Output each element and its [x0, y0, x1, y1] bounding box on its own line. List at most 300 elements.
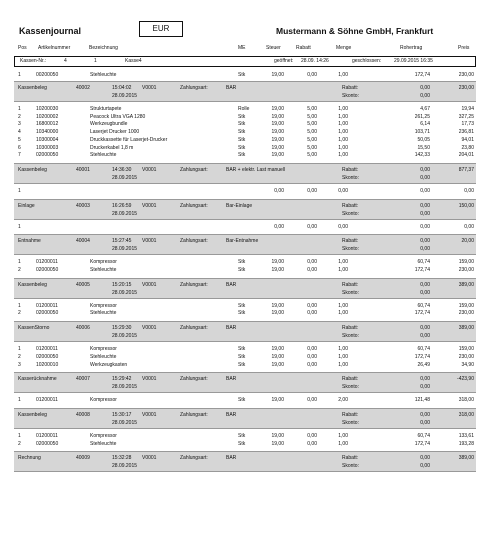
section-total: 230,00	[458, 85, 474, 91]
cell-art: 10200010	[36, 361, 59, 368]
section-total: 389,00	[458, 325, 474, 332]
rabatt-label: Rabatt:	[342, 455, 359, 462]
cell-rohertrag: 6,14	[420, 121, 430, 128]
currency-label: EUR	[152, 24, 170, 33]
section-number: 40004	[76, 238, 90, 245]
cell-bez: Stehleuchte	[90, 267, 117, 273]
cell-rohertrag: 0,00	[420, 223, 430, 230]
section-header-row	[14, 412, 476, 419]
cell-preis: 159,00	[458, 302, 474, 309]
cell-preis: 19,94	[461, 106, 474, 112]
section-number: 40007	[76, 376, 90, 383]
cell-steuer: 19,00	[271, 397, 284, 404]
cell-rabatt: 5,00	[307, 106, 317, 112]
cell-preis: 204,01	[458, 152, 474, 159]
cell-rohertrag: 60,74	[417, 432, 430, 439]
cell-art: 01200011	[36, 432, 58, 439]
section-rohertrag: 0,00	[420, 238, 430, 245]
section-total: -423,90	[457, 376, 474, 383]
section-time: 15:29:30	[112, 325, 132, 332]
cell-bez: Kompressor	[90, 302, 117, 309]
register-row	[14, 58, 476, 65]
zahlungsart-label: Zahlungsart:	[180, 238, 208, 245]
cell-rohertrag: 261,25	[414, 113, 430, 120]
geschlossen-label: geschlossen:	[352, 58, 382, 64]
section-time: 15:20:15	[112, 281, 132, 288]
cell-steuer: 19,00	[271, 121, 284, 128]
cell-rohertrag: 172,74	[414, 72, 430, 78]
section-rohertrag: 0,00	[420, 325, 430, 332]
cell-bez: Stehleuchte	[90, 353, 117, 360]
col-steuer: Steuer	[266, 45, 281, 51]
kassen-nr: 4	[64, 58, 67, 64]
cell-rabatt: 0,00	[307, 432, 317, 439]
cell-art: 10340000	[36, 129, 59, 136]
cell-rohertrag: 60,74	[417, 259, 430, 266]
cell-menge: 2,00	[338, 397, 348, 404]
cell-steuer: 19,00	[271, 361, 284, 368]
cell-pos: 7	[18, 152, 21, 159]
cell-bez: Stehleuchte	[90, 72, 117, 78]
cell-me: Stk	[238, 397, 246, 404]
cell-pos: 2	[18, 353, 21, 360]
cell-pos: 3	[18, 121, 21, 128]
cell-art: 01200011	[36, 346, 58, 353]
section-total: 389,00	[458, 281, 474, 288]
cell-steuer: 19,00	[271, 432, 284, 439]
cell-pos: 1	[18, 259, 21, 266]
col-me: ME	[238, 45, 246, 51]
zahlungsart-label: Zahlungsart:	[180, 455, 208, 462]
table-row	[14, 72, 476, 79]
skonto-label: Skonto:	[342, 246, 359, 253]
section-header-row-2	[14, 384, 476, 391]
section-date: 28.09.2015	[112, 384, 138, 391]
cell-rohertrag: 172,74	[414, 440, 430, 447]
col-preis: Preis	[458, 45, 470, 51]
cell-preis: 193,28	[458, 440, 474, 447]
cell-menge: 0,00	[338, 187, 348, 194]
cell-pos: 5	[18, 136, 21, 143]
skonto-label: Skonto:	[342, 333, 359, 340]
cell-pos: 1	[18, 72, 21, 78]
zahlungsart-value: BAR	[226, 85, 237, 91]
section-date: 28.09.2015	[112, 93, 138, 99]
rabatt-label: Rabatt:	[342, 85, 359, 91]
table-row	[14, 362, 476, 369]
table-row	[14, 152, 476, 159]
cell-me: Stk	[238, 353, 246, 360]
cell-steuer: 0,00	[274, 187, 284, 194]
section-type: Rechnung	[18, 455, 41, 462]
section-header-row-2	[14, 333, 476, 340]
zahlungsart-value: BAR	[226, 376, 237, 383]
section-date: 28.09.2015	[112, 333, 138, 340]
section-time: 15:29:42	[112, 376, 132, 383]
section-header-row-2	[14, 246, 476, 253]
rabatt-label: Rabatt:	[342, 325, 359, 332]
cell-art: 02000050	[36, 310, 59, 317]
cell-preis: 0,00	[464, 223, 474, 230]
section-time: 15:32:28	[112, 455, 132, 462]
section-type: Kassenbeleg	[18, 85, 47, 91]
cell-rabatt: 5,00	[307, 144, 317, 151]
rabatt-label: Rabatt:	[342, 238, 359, 245]
cell-pos: 1	[18, 106, 21, 112]
table-row	[14, 188, 476, 195]
cell-menge: 1,00	[338, 302, 348, 309]
cell-steuer: 19,00	[271, 106, 284, 112]
cell-me: Stk	[238, 259, 246, 266]
section-date: 28.09.2015	[112, 174, 138, 181]
cell-steuer: 19,00	[271, 136, 284, 143]
cell-bez: Druckerkabel 1,8 m	[90, 144, 134, 151]
table-row	[14, 224, 476, 231]
section-header-row	[14, 238, 476, 245]
cell-me: Stk	[238, 152, 246, 159]
cell-bez: Stehleuchte	[90, 440, 117, 447]
section-rabatt: 0,00	[420, 333, 430, 340]
section-number: 40006	[76, 325, 90, 332]
cell-art: 02000050	[36, 440, 59, 447]
section-date: 28.09.2015	[112, 246, 138, 253]
cell-rabatt: 5,00	[307, 152, 317, 159]
kasse-name: Kasse4	[125, 58, 142, 64]
cell-steuer: 19,00	[271, 310, 284, 317]
section-total: 20,00	[461, 238, 474, 245]
cell-rohertrag: 60,74	[417, 346, 430, 353]
section-type: KassenStorno	[18, 325, 50, 332]
skonto-label: Skonto:	[342, 210, 359, 217]
section-time: 15:30:17	[112, 411, 132, 418]
table-row	[14, 267, 476, 274]
cell-steuer: 19,00	[271, 113, 284, 120]
cell-rabatt: 0,00	[307, 361, 317, 368]
table-row	[14, 433, 476, 440]
section-header-row-2	[14, 420, 476, 427]
cell-steuer: 19,00	[271, 152, 284, 159]
cell-menge: 1,00	[338, 346, 348, 353]
cell-bez: Kompressor	[90, 397, 117, 404]
cell-me: Stk	[238, 72, 246, 78]
cell-steuer: 19,00	[271, 353, 284, 360]
cell-rabatt: 5,00	[307, 113, 317, 120]
cell-me: Stk	[238, 310, 246, 317]
table-row	[14, 303, 476, 310]
zahlungsart-label: Zahlungsart:	[180, 325, 208, 332]
cell-steuer: 19,00	[271, 440, 284, 447]
cell-rohertrag: 50,05	[417, 136, 430, 143]
cell-menge: 1,00	[338, 136, 348, 143]
cell-art: 01200011	[36, 302, 58, 309]
skonto-label: Skonto:	[342, 174, 359, 181]
cell-menge: 1,00	[338, 353, 348, 360]
cell-bez: Strukturtapete	[90, 106, 122, 112]
cell-rohertrag: 15,50	[417, 144, 430, 151]
col-rohertrag: Rohertrag	[400, 45, 423, 51]
cell-rohertrag: 0,00	[420, 187, 430, 194]
cell-menge: 1,00	[338, 113, 348, 120]
cell-rabatt: 0,00	[307, 187, 317, 194]
section-user: V0001	[142, 238, 157, 245]
section-rohertrag: 0,00	[420, 85, 430, 91]
cell-menge: 1,00	[338, 310, 348, 317]
col-rabatt: Rabatt	[296, 45, 311, 51]
cell-bez: Stehleuchte	[90, 310, 117, 317]
cell-preis: 159,00	[458, 259, 474, 266]
table-row	[14, 354, 476, 361]
zahlungsart-value: Bar-Einlage	[226, 202, 253, 209]
cell-bez: Kompressor	[90, 259, 117, 266]
section-header-row-2	[14, 290, 476, 297]
cell-bez: Laserjet Drucker 1000	[90, 129, 140, 136]
section-type: Entnahme	[18, 238, 41, 245]
cell-pos: 6	[18, 144, 21, 151]
section-rabatt: 0,00	[420, 289, 430, 296]
cell-preis: 318,00	[458, 397, 474, 404]
section-time: 14:36:30	[112, 166, 132, 173]
skonto-label: Skonto:	[342, 93, 359, 99]
kassen-nr-label: Kassen-Nr.:	[20, 58, 47, 64]
skonto-label: Skonto:	[342, 419, 359, 426]
cell-rabatt: 0,00	[307, 259, 317, 266]
skonto-label: Skonto:	[342, 463, 359, 470]
cell-rabatt: 0,00	[307, 397, 317, 404]
cell-pos: 1	[18, 397, 21, 404]
cell-menge: 1,00	[338, 121, 348, 128]
section-rabatt: 0,00	[420, 174, 430, 181]
cell-rabatt: 0,00	[307, 353, 317, 360]
section-number: 40002	[76, 85, 90, 91]
section-header-row-2	[14, 211, 476, 218]
cell-pos: 2	[18, 113, 21, 120]
table-row	[14, 145, 476, 152]
rabatt-label: Rabatt:	[342, 281, 359, 288]
geoeffnet-value: 28.09. 14:26	[301, 58, 329, 64]
section-total: 318,00	[458, 411, 474, 418]
cell-preis: 34,90	[461, 361, 474, 368]
section-user: V0001	[142, 166, 157, 173]
cell-bez: Kompressor	[90, 432, 117, 439]
cell-preis: 94,01	[461, 136, 474, 143]
cell-rohertrag: 172,74	[414, 310, 430, 317]
cell-preis: 230,00	[458, 72, 474, 78]
cell-preis: 159,00	[458, 346, 474, 353]
cell-menge: 1,00	[338, 432, 348, 439]
section-user: V0001	[142, 281, 157, 288]
cell-art: 10300004	[36, 136, 59, 143]
cell-rabatt: 0,00	[307, 310, 317, 317]
cell-me: Stk	[238, 136, 246, 143]
cell-art: 02000050	[36, 152, 59, 159]
cell-art: 01200011	[36, 397, 58, 404]
skonto-label: Skonto:	[342, 289, 359, 296]
section-header-row-2	[14, 93, 476, 100]
section-rabatt: 0,00	[420, 463, 430, 470]
cell-preis: 230,00	[458, 353, 474, 360]
cell-art: 00200050	[36, 72, 59, 78]
section-header-row	[14, 282, 476, 289]
cell-art: 10200002	[36, 113, 59, 120]
cell-menge: 0,00	[338, 223, 348, 230]
cell-steuer: 19,00	[271, 129, 284, 136]
cell-art: 02000050	[36, 267, 59, 273]
section-type: Einlage	[18, 202, 35, 209]
cell-menge: 1,00	[338, 361, 348, 368]
rabatt-label: Rabatt:	[342, 411, 359, 418]
cell-me: Stk	[238, 113, 246, 120]
cell-preis: 236,81	[458, 129, 474, 136]
cell-pos: 2	[18, 310, 21, 317]
cell-pos: 2	[18, 267, 21, 273]
cell-menge: 1,00	[338, 440, 348, 447]
section-type: Kasserücknahme	[18, 376, 57, 383]
geschlossen-value: 29.09.2015 16:35	[394, 58, 433, 64]
cell-steuer: 19,00	[271, 144, 284, 151]
section-rohertrag: 0,00	[420, 281, 430, 288]
cell-me: Stk	[238, 121, 246, 128]
cell-art: 02000050	[36, 353, 59, 360]
cell-rohertrag: 60,74	[417, 302, 430, 309]
table-row	[14, 106, 476, 113]
section-number: 40005	[76, 281, 90, 288]
cell-rabatt: 0,00	[307, 346, 317, 353]
section-user: V0001	[142, 411, 157, 418]
cell-rabatt: 0,00	[307, 267, 317, 273]
cell-rabatt: 5,00	[307, 129, 317, 136]
zahlungsart-label: Zahlungsart:	[180, 166, 208, 173]
cell-bez: Stehleuchte	[90, 152, 117, 159]
skonto-label: Skonto:	[342, 384, 359, 391]
cell-art: 10300003	[36, 144, 59, 151]
section-total: 389,00	[458, 455, 474, 462]
section-date: 28.09.2015	[112, 463, 138, 470]
zahlungsart-value: BAR	[226, 411, 237, 418]
section-time: 15:27:45	[112, 238, 132, 245]
zahlungsart-label: Zahlungsart:	[180, 376, 208, 383]
section-time: 16:26:59	[112, 202, 132, 209]
cell-steuer: 19,00	[271, 267, 284, 273]
section-header-row-2	[14, 463, 476, 470]
zahlungsart-value: BAR	[226, 325, 237, 332]
cell-rohertrag: 172,74	[414, 267, 430, 273]
section-header-row	[14, 325, 476, 332]
col-bezeichnung: Bezeichnung	[89, 45, 118, 51]
section-total: 877,37	[458, 166, 474, 173]
section-header-row-2	[14, 175, 476, 182]
section-user: V0001	[142, 376, 157, 383]
col-pos: Pos	[18, 45, 27, 51]
cell-me: Stk	[238, 144, 246, 151]
cell-me: Stk	[238, 302, 246, 309]
col-menge: Menge	[336, 45, 352, 51]
cell-rabatt: 5,00	[307, 121, 317, 128]
table-row	[14, 137, 476, 144]
column-header-row	[14, 45, 476, 52]
table-row	[14, 121, 476, 128]
section-total: 150,00	[458, 202, 474, 209]
cell-preis: 23,80	[461, 144, 474, 151]
cell-pos: 2	[18, 440, 21, 447]
zahlungsart-label: Zahlungsart:	[180, 281, 208, 288]
section-header-row	[14, 203, 476, 210]
cell-art: 10200030	[36, 106, 59, 112]
section-user: V0001	[142, 455, 157, 462]
cell-bez: Kompressor	[90, 346, 117, 353]
cell-rohertrag: 26,49	[417, 361, 430, 368]
cell-menge: 1,00	[338, 144, 348, 151]
cell-me: Stk	[238, 440, 246, 447]
zahlungsart-label: Zahlungsart:	[180, 85, 208, 91]
cell-preis: 17,73	[461, 121, 474, 128]
section-rohertrag: 0,00	[420, 202, 430, 209]
cell-menge: 1,00	[338, 129, 348, 136]
cell-preis: 230,00	[458, 267, 474, 273]
zahlungsart-value: Bar-Entnahme	[226, 238, 259, 245]
cell-preis: 0,00	[464, 187, 474, 194]
section-rabatt: 0,00	[420, 384, 430, 391]
section-user: V0001	[142, 325, 157, 332]
table-row	[14, 346, 476, 353]
cell-pos: 3	[18, 361, 21, 368]
section-user: V0001	[142, 85, 157, 91]
cell-rohertrag: 103,71	[414, 129, 430, 136]
cell-me: Stk	[238, 267, 246, 273]
cell-bez: Peacock Ultra VGA 1280	[90, 113, 146, 120]
section-rabatt: 0,00	[420, 419, 430, 426]
table-row	[14, 114, 476, 121]
table-row	[14, 129, 476, 136]
cell-me: Rolle	[238, 106, 250, 112]
section-type: Kassenbeleg	[18, 166, 47, 173]
cell-bez: Druckkassette für Laserjet-Drucker	[90, 136, 168, 143]
section-header-row	[14, 376, 476, 383]
zahlungsart-value: BAR + elektr. Last manuell	[226, 166, 286, 173]
cell-me: Stk	[238, 361, 246, 368]
zahlungsart-value: BAR	[226, 281, 237, 288]
cell-preis: 327,25	[458, 113, 474, 120]
zahlungsart-label: Zahlungsart:	[180, 202, 208, 209]
cell-pos: 1	[18, 302, 21, 309]
section-rabatt: 0,00	[420, 210, 430, 217]
cell-pos: 1	[18, 223, 21, 230]
section-number: 40001	[76, 166, 90, 173]
cell-rabatt: 5,00	[307, 136, 317, 143]
zahlungsart-label: Zahlungsart:	[180, 411, 208, 418]
cell-rohertrag: 142,33	[414, 152, 430, 159]
cell-art: 16800012	[36, 121, 59, 128]
cell-bez: Werkzeugbundle	[90, 121, 128, 128]
cell-steuer: 0,00	[274, 223, 284, 230]
cell-menge: 1,00	[338, 152, 348, 159]
cell-menge: 1,00	[338, 106, 348, 112]
cell-pos: 1	[18, 187, 21, 194]
section-rohertrag: 0,00	[420, 166, 430, 173]
cell-bez: Werkzeugkasten	[90, 361, 128, 368]
col-artikelnummer: Artikelnummer	[38, 45, 71, 51]
cell-me: Stk	[238, 432, 246, 439]
cell-rohertrag: 121,48	[414, 397, 430, 404]
cell-pos: 1	[18, 432, 21, 439]
section-rabatt: 0,00	[420, 246, 430, 253]
cell-rohertrag: 172,74	[414, 353, 430, 360]
cell-steuer: 19,00	[271, 346, 284, 353]
kasse-id: 1	[94, 58, 97, 64]
cell-me: Stk	[238, 129, 246, 136]
section-rohertrag: 0,00	[420, 411, 430, 418]
section-number: 40008	[76, 411, 90, 418]
section-user: V0001	[142, 202, 157, 209]
